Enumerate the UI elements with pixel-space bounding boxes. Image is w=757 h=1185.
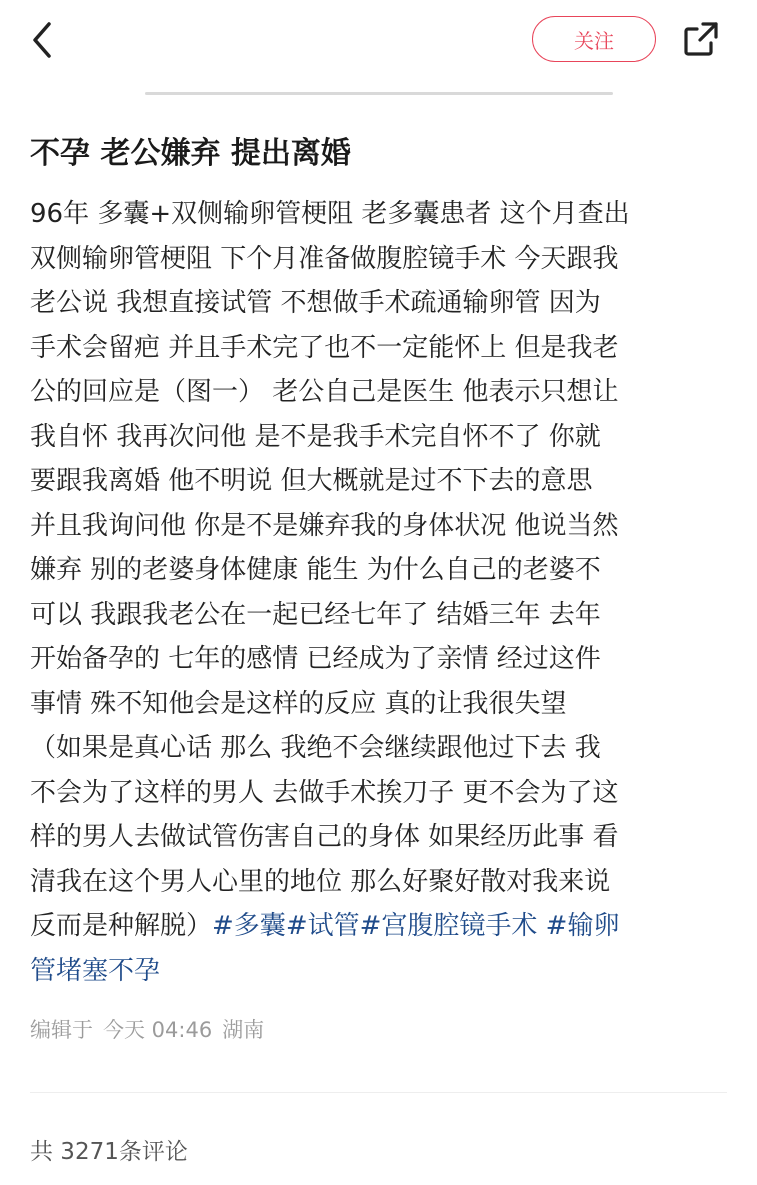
divider xyxy=(30,1092,727,1093)
follow-button[interactable]: 关注 xyxy=(532,16,656,62)
body-line: 事情 殊不知他会是这样的反应 真的让我很失望 xyxy=(30,688,567,719)
edited-label: 编辑于 xyxy=(30,1018,93,1042)
share-button[interactable] xyxy=(680,18,722,60)
post-title: 不孕 老公嫌弃 提出离婚 xyxy=(30,136,351,171)
share-icon xyxy=(681,19,721,59)
post-location: 湖南 xyxy=(222,1018,265,1042)
post-body xyxy=(30,192,730,993)
body-line: 并且我询问他 你是不是嫌弃我的身体状况 他说当然 xyxy=(30,510,619,541)
body-line: 样的男人去做试管伤害自己的身体 如果经历此事 看 xyxy=(30,822,619,852)
body-line: （如果是真心话 那么 我绝不会继续跟他过下去 我 xyxy=(30,733,601,763)
post-meta xyxy=(30,1014,430,1046)
hashtag-link-continued[interactable]: 管堵塞不孕 xyxy=(30,955,161,986)
comment-count: 共 3271条评论 xyxy=(30,1139,188,1165)
body-line: 不会为了这样的男人 去做手术挨刀子 更不会为了这 xyxy=(30,777,619,808)
edited-time: 今天 04:46 xyxy=(103,1018,213,1042)
hashtag-link[interactable]: #试管 xyxy=(285,911,360,941)
body-line: 双侧输卵管梗阻 下个月准备做腹腔镜手术 今天跟我 xyxy=(30,243,619,274)
hashtag-link[interactable]: #输卵 xyxy=(545,911,620,941)
body-line: 可以 我跟我老公在一起已经七年了 结婚三年 去年 xyxy=(30,599,601,630)
hashtag-link[interactable]: #多囊 xyxy=(212,911,286,941)
body-line: 公的回应是（图一） 老公自己是医生 他表示只想让 xyxy=(30,377,619,407)
body-line: 要跟我离婚 他不明说 但大概就是过不下去的意思 xyxy=(30,466,593,496)
body-line: 我自怀 我再次问他 是不是我手术完自怀不了 你就 xyxy=(30,421,601,452)
hashtag-link[interactable]: #宫腹腔镜手术 xyxy=(359,911,538,941)
back-arrow-icon xyxy=(29,20,55,60)
body-line: 清我在这个男人心里的地位 那么好聚好散对我来说 xyxy=(30,866,611,897)
body-line: 手术会留疤 并且手术完了也不一定能怀上 但是我老 xyxy=(30,332,619,363)
body-line-with-tags xyxy=(30,904,730,949)
body-line-prefix: 反而是种解脱） xyxy=(30,911,213,941)
top-bar xyxy=(0,0,757,92)
back-button[interactable] xyxy=(22,16,62,64)
body-line: 开始备孕的 七年的感情 已经成为了亲情 经过这件 xyxy=(30,644,601,674)
body-line xyxy=(30,949,730,994)
image-scroll-indicator xyxy=(145,92,613,95)
body-line: 嫌弃 别的老婆身体健康 能生 为什么自己的老婆不 xyxy=(30,555,601,585)
body-line: 96年 多囊+双侧输卵管梗阻 老多囊患者 这个月查出 xyxy=(30,199,630,229)
body-line: 老公说 我想直接试管 不想做手术疏通输卵管 因为 xyxy=(30,288,601,318)
